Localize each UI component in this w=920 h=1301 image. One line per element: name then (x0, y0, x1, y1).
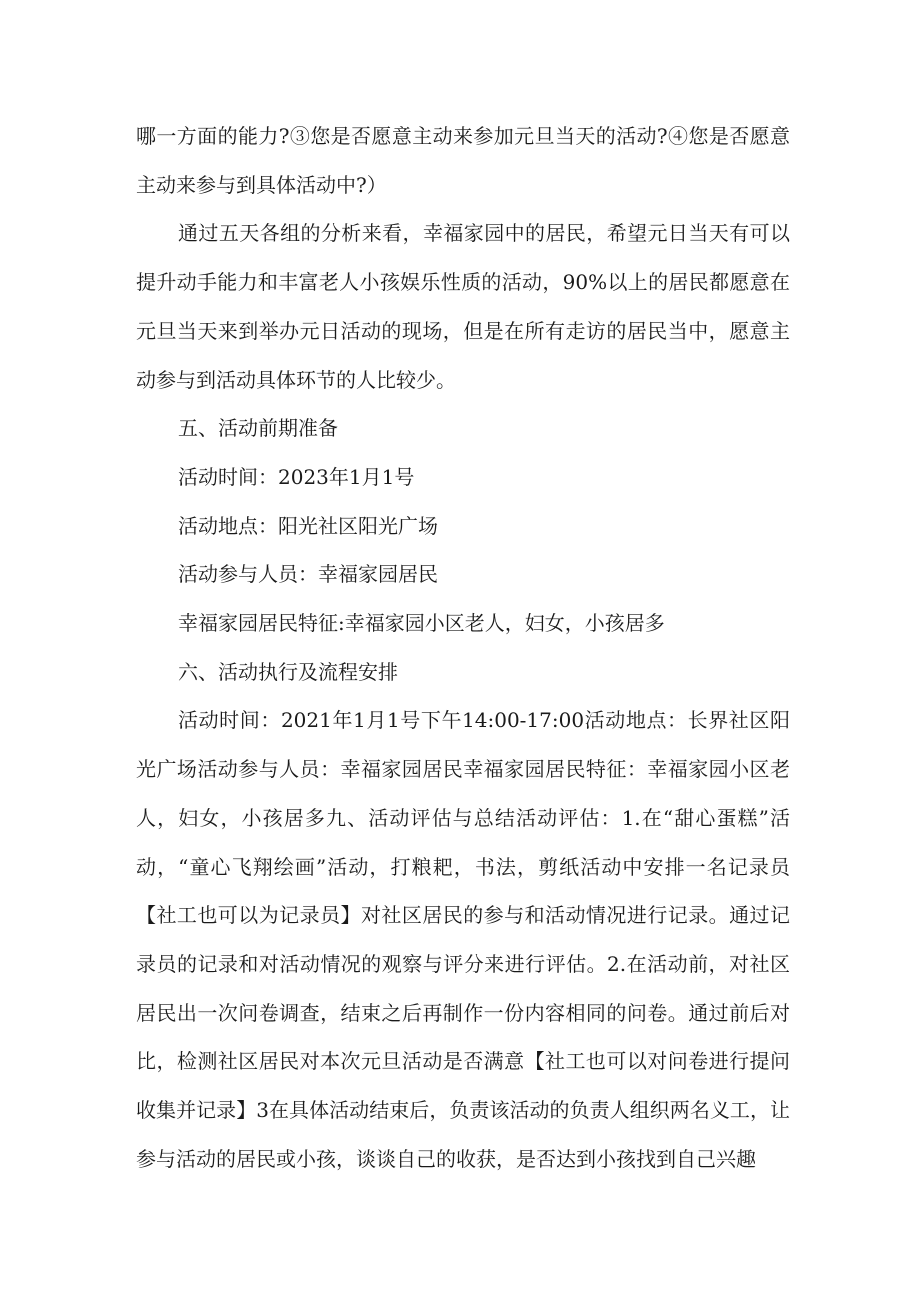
paragraph-questions-continued: 哪一方面的能力?③您是否愿意主动来参加元旦当天的活动?④您是否愿意主动来参与到具体活动中?） (136, 124, 790, 197)
activity-location-line: 活动地点：阳光社区阳光广场 (178, 513, 438, 538)
section-heading-execution: 六、活动执行及流程安排 (178, 659, 398, 684)
resident-characteristics-line: 幸福家园居民特征:幸福家园小区老人，妇女，小孩居多 (178, 611, 665, 636)
activity-time-line: 活动时间：2023年1月1号 (178, 464, 415, 489)
activity-participants-line: 活动参与人员：幸福家园居民 (178, 562, 438, 587)
paragraph-analysis-summary: 通过五天各组的分析来看，幸福家园中的居民，希望元日当天有可以提升动手能力和丰富老人小孩娱乐性质的活动，90%以上的居民都愿意在元旦当天来到举办元日活动的现场，但是在所有走访的居民当中，愿意主动参与到活动具体环节的人比较少。 (136, 221, 790, 392)
section-heading-preparation: 五、活动前期准备 (178, 416, 338, 441)
paragraph-execution-evaluation: 活动时间：2021年1月1号下午14:00-17:00活动地点：长界社区阳光广场活动参与人员：幸福家园居民幸福家园居民特征：幸福家园小区老人，妇女，小孩居多九、活动评估与总结活动评估：1.在“甜心蛋糕”活动，“童心飞翔绘画”活动，打粮耙，书法，剪纸活动中安排一名记录员【社工也可以为记录员】对社区居民的参与和活动情况进行记录。通过记录员的记录和对活动情况的观察与评分来进行评估。2.在活动前，对社区居民出一次问卷调查，结束之后再制作一份内容相同的问卷。通过前后对比，检测社区居民对本次元旦活动是否满意【社工也可以对问卷进行提问收集并记录】3在具体活动结束后，负责该活动的负责人组织两名义工，让参与活动的居民或小孩，谈谈自己的收获，是否达到小孩找到自己兴趣 (136, 708, 790, 1171)
document-body (136, 112, 790, 1183)
